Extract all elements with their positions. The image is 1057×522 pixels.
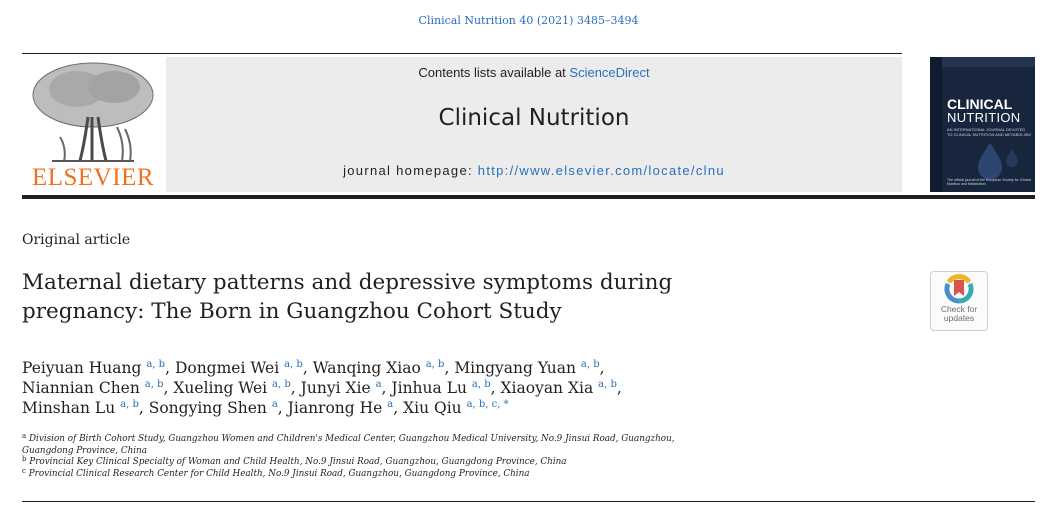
homepage-link[interactable]: http://www.elsevier.com/locate/clnu: [477, 163, 725, 178]
contents-line: [166, 65, 902, 80]
article-title-line: Maternal dietary patterns and depressive symptoms during: [22, 270, 673, 295]
author-name[interactable]: Jianrong He $^a$: [287, 399, 394, 417]
author-name[interactable]: Junyi Xie $^a$: [300, 379, 382, 397]
journal-banner: [166, 57, 902, 192]
journal-cover[interactable]: [930, 57, 1035, 192]
article-title: [22, 268, 872, 326]
affiliation-c: $^c$ Provincial Clinical Research Center for Child Health, No.9 Jinsui Road, Guangzhou, Guangdong Province, China: [22, 466, 530, 479]
author-name-corresponding[interactable]: Xiu Qiu $^{a, b, c, *}$: [403, 399, 509, 417]
affiliation-list: [22, 434, 1022, 480]
author-name[interactable]: Jinhua Lu $^{a, b}$: [391, 379, 491, 397]
author-list: [22, 358, 922, 418]
author-name[interactable]: Wanqing Xiao $^{a, b}$: [312, 359, 445, 377]
author-name[interactable]: Songying Shen $^a$: [148, 399, 278, 417]
section-divider: [22, 501, 1035, 502]
cover-subtitle: AN INTERNATIONAL JOURNAL DEVOTED TO CLINICAL NUTRITION AND METABOLISM: [947, 127, 1031, 137]
check-for-updates-button[interactable]: [930, 271, 988, 331]
author-line: Niannian Chen $^{a, b}$, Xueling Wei $^{a, b}$, Junyi Xie $^a$, Jinhua Lu $^{a, b}$, Xiaoyan Xia $^{a, b}$,: [22, 379, 622, 397]
article-type: Original article: [22, 232, 131, 248]
journal-citation[interactable]: Clinical Nutrition 40 (2021) 3485–3494: [418, 14, 639, 27]
author-line: Peiyuan Huang $^{a, b}$, Dongmei Wei $^{a, b}$, Wanqing Xiao $^{a, b}$, Mingyang Yuan $^{a, b}$,: [22, 359, 605, 377]
affiliation-b: $^b$ Provincial Key Clinical Specialty of Woman and Child Health, No.9 Jinsui Road, Guangzhou, Guangdong Province, China: [22, 455, 567, 467]
author-name[interactable]: Mingyang Yuan $^{a, b}$: [454, 359, 600, 377]
author-name[interactable]: Niannian Chen $^{a, b}$: [22, 379, 164, 397]
affiliation-a-continued: Guangdong Province, China: [22, 445, 147, 456]
homepage-prefix: journal homepage:: [343, 163, 478, 178]
cover-footer: The official journal of the European Society for Clinical Nutrition and Metabolism: [947, 178, 1031, 186]
elsevier-wordmark: ELSEVIER: [31, 164, 155, 191]
affiliation-a: $^a$ Division of Birth Cohort Study, Guangzhou Women and Children's Medical Center, Guangzhou Medical University, No.9 Jinsui Road, Guangzhou,: [22, 432, 675, 444]
author-name[interactable]: Minshan Lu $^{a, b}$: [22, 399, 139, 417]
article-title-line: pregnancy: The Born in Guangzhou Cohort Study: [22, 299, 562, 324]
author-name[interactable]: Dongmei Wei $^{a, b}$: [174, 359, 303, 377]
elsevier-tree-icon: [22, 57, 164, 165]
author-name[interactable]: Xiaoyan Xia $^{a, b}$: [500, 379, 617, 397]
author-line: Minshan Lu $^{a, b}$, Songying Shen $^a$, Jianrong He $^a$, Xiu Qiu $^{a, b, c, *}$: [22, 399, 509, 417]
sciencedirect-link[interactable]: ScienceDirect: [569, 65, 650, 80]
author-name[interactable]: Xueling Wei $^{a, b}$: [173, 379, 291, 397]
contents-prefix: Contents lists available at: [418, 65, 570, 80]
homepage-line: [166, 163, 902, 178]
header-bottom-rule: [22, 195, 1035, 199]
crossmark-icon: [931, 272, 987, 306]
header-top-rule: [22, 53, 902, 54]
elsevier-logo[interactable]: [22, 57, 164, 192]
author-name[interactable]: Peiyuan Huang $^{a, b}$: [22, 359, 166, 377]
cover-title-light: NUTRITION: [947, 110, 1021, 125]
check-for-updates-label: Check for updates: [940, 304, 978, 323]
journal-title: Clinical Nutrition: [438, 105, 630, 131]
cover-title-bold: CLINICAL: [947, 96, 1013, 112]
